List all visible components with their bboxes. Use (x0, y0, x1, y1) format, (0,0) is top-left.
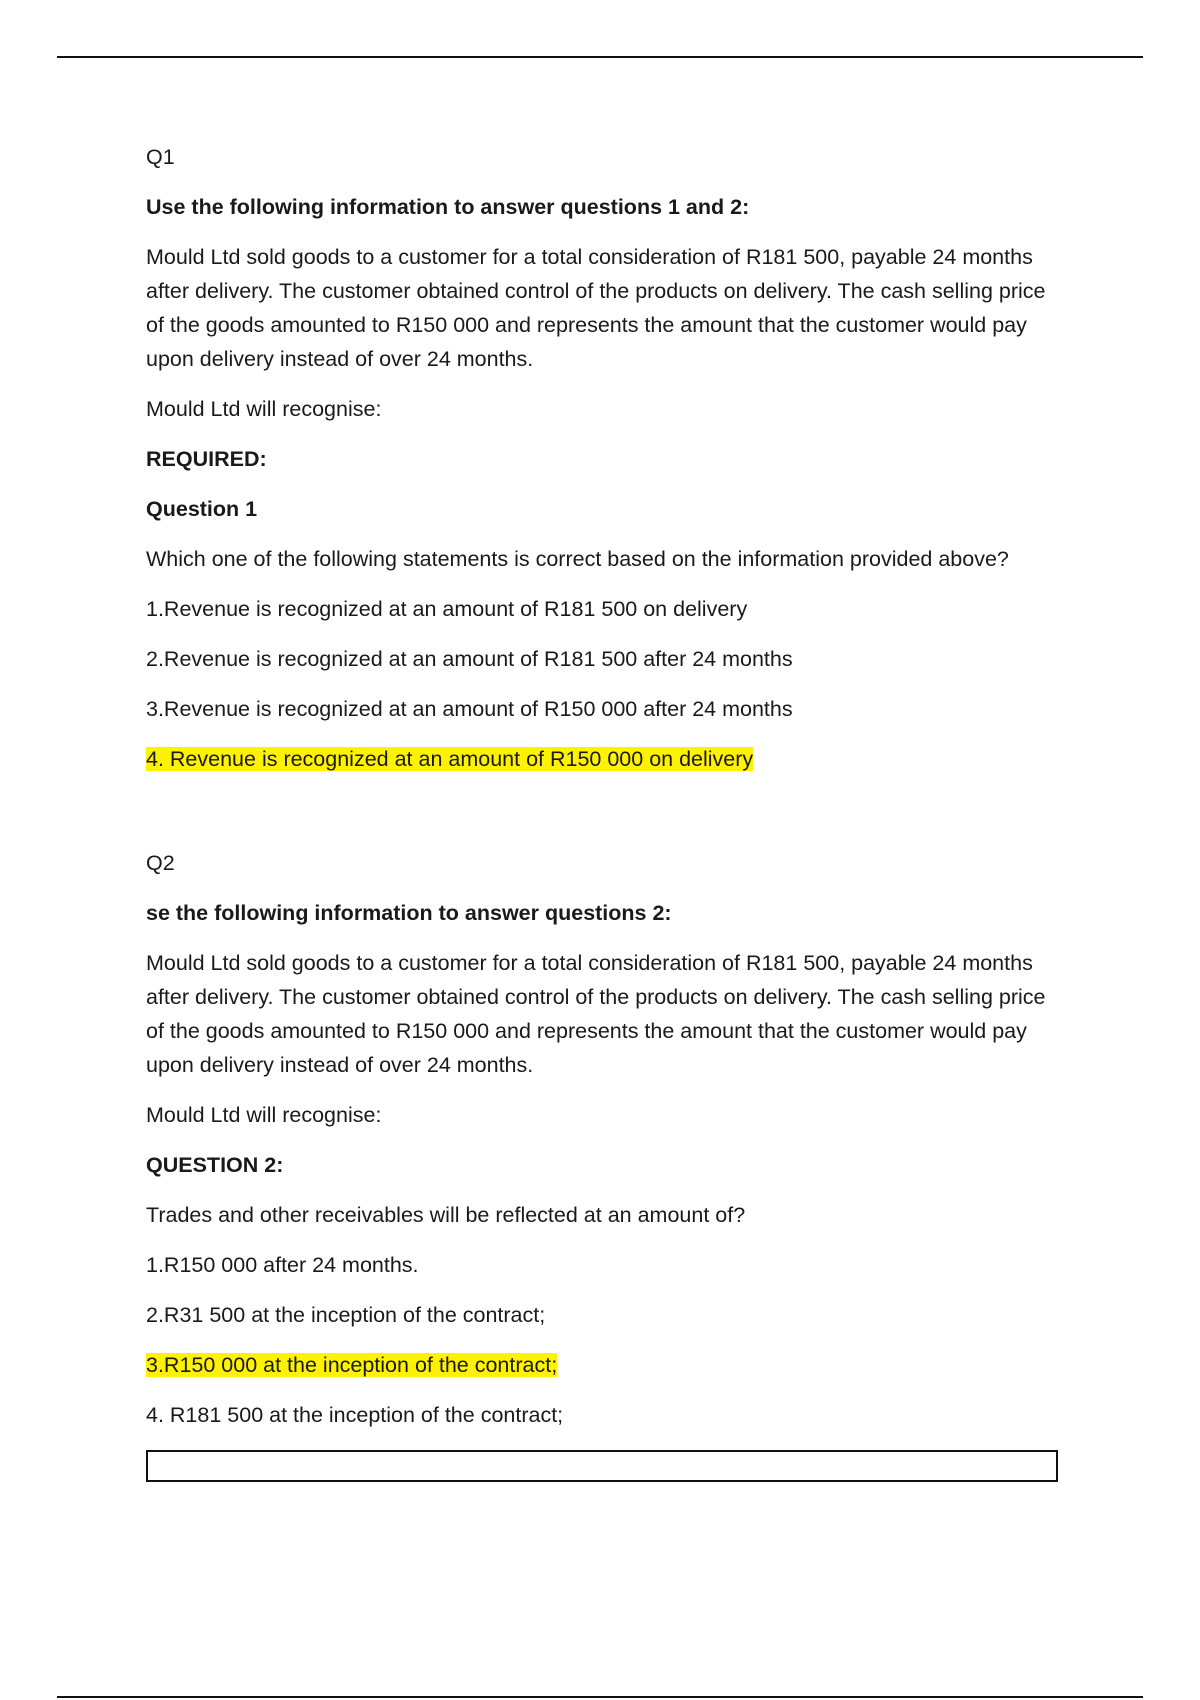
q1-option-4-highlighted: 4. Revenue is recognized at an amount of R150 000 on delivery (146, 747, 754, 771)
q2-number: Q2 (146, 851, 175, 875)
q2-option-2: 2.R31 500 at the inception of the contract; (146, 1303, 546, 1327)
document-body (146, 140, 1066, 1482)
answer-box[interactable] (146, 1450, 1058, 1482)
q2-heading: se the following information to answer questions 2: (146, 901, 672, 925)
q2-section (146, 846, 1066, 1482)
q2-option-4: 4. R181 500 at the inception of the contract; (146, 1403, 564, 1427)
q2-scenario: Mould Ltd sold goods to a customer for a total consideration of R181 500, payable 24 months after delivery. The customer obtained control of the products on delivery. The cash selling price of the goods amounted to R150 000 and represents the amount that the customer would pay upon delivery instead of over 24 months. (146, 951, 1046, 1077)
q1-question-text: Which one of the following statements is correct based on the information provided above? (146, 547, 1009, 571)
bottom-rule (57, 1696, 1143, 1698)
q2-question-text: Trades and other receivables will be reflected at an amount of? (146, 1203, 746, 1227)
q2-option-1: 1.R150 000 after 24 months. (146, 1253, 419, 1277)
q1-number: Q1 (146, 145, 175, 169)
q2-option-3-highlighted: 3.R150 000 at the inception of the contract; (146, 1353, 558, 1377)
q1-option-3: 3.Revenue is recognized at an amount of R150 000 after 24 months (146, 697, 793, 721)
q1-option-2: 2.Revenue is recognized at an amount of R181 500 after 24 months (146, 647, 793, 671)
q1-recognise: Mould Ltd will recognise: (146, 397, 382, 421)
q1-scenario: Mould Ltd sold goods to a customer for a total consideration of R181 500, payable 24 months after delivery. The customer obtained control of the products on delivery. The cash selling price of the goods amounted to R150 000 and represents the amount that the customer would pay upon delivery instead of over 24 months. (146, 245, 1046, 371)
q2-recognise: Mould Ltd will recognise: (146, 1103, 382, 1127)
q1-option-1: 1.Revenue is recognized at an amount of R181 500 on delivery (146, 597, 748, 621)
q1-section (146, 140, 1066, 776)
q1-question-label: Question 1 (146, 497, 258, 521)
q1-heading: Use the following information to answer questions 1 and 2: (146, 195, 750, 219)
top-rule (57, 56, 1143, 58)
q1-required: REQUIRED: (146, 447, 267, 471)
q2-question-label: QUESTION 2: (146, 1153, 284, 1177)
